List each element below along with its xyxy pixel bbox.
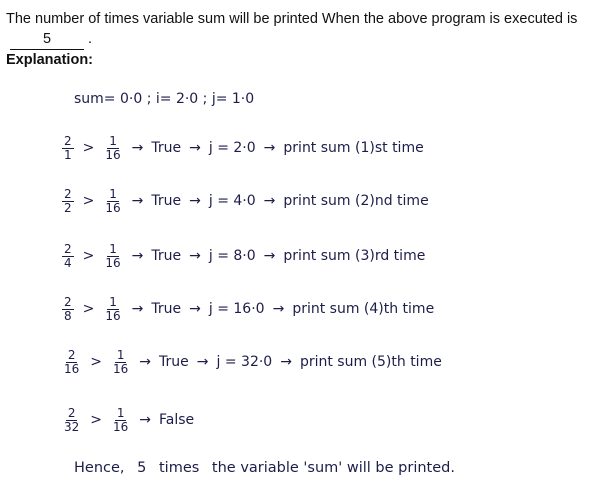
- right-fraction: [103, 188, 122, 215]
- right-fraction: [103, 296, 122, 323]
- conclusion-line: [74, 460, 463, 476]
- right-fraction-numerator: 1: [109, 186, 117, 201]
- arrow: →: [189, 140, 201, 156]
- right-fraction: [103, 243, 122, 270]
- left-fraction-numerator: 2: [64, 186, 72, 201]
- step-row-4: [58, 291, 437, 327]
- step-row-5: [58, 344, 445, 380]
- result-text: False: [159, 412, 195, 428]
- right-fraction-denominator: 16: [105, 147, 121, 162]
- right-fraction-numerator: 1: [109, 133, 117, 148]
- arrow: →: [280, 354, 292, 370]
- result-text: True: [151, 140, 182, 156]
- arrow: →: [272, 301, 285, 317]
- right-fraction-numerator: 1: [109, 241, 117, 256]
- result-text: True: [151, 248, 182, 264]
- right-fraction-numerator: 1: [109, 294, 117, 309]
- right-fraction-denominator: 16: [113, 361, 129, 376]
- left-fraction-denominator: 4: [64, 255, 72, 270]
- print-text: print sum (5)th time: [299, 354, 442, 370]
- arrow: →: [263, 193, 276, 209]
- explanation-label: Explanation:: [6, 52, 94, 68]
- step-row-3: [58, 238, 428, 274]
- print-text: print sum (3)rd time: [283, 248, 426, 264]
- conclusion-word-3: times: [158, 460, 200, 476]
- compare-sign: >: [90, 354, 103, 370]
- compare-sign: >: [90, 412, 103, 428]
- arrow: →: [131, 140, 144, 156]
- assign-text: j = 32·0: [216, 354, 273, 370]
- assign-text: j = 8·0: [208, 248, 256, 264]
- result-text: True: [151, 193, 182, 209]
- right-fraction-denominator: 16: [105, 255, 121, 270]
- arrow: →: [189, 248, 201, 264]
- conclusion-count: 5: [137, 460, 147, 476]
- left-fraction-numerator: 2: [64, 241, 72, 256]
- compare-sign: >: [82, 140, 95, 156]
- left-fraction: [62, 135, 74, 162]
- step-row-1: [58, 130, 427, 166]
- right-fraction-denominator: 16: [105, 200, 121, 215]
- arrow: →: [139, 412, 152, 428]
- conclusion-word-1: Hence,: [74, 460, 125, 476]
- arrow: →: [139, 354, 152, 370]
- question-text: [6, 9, 596, 50]
- arrow: →: [189, 193, 201, 209]
- question-end: .: [88, 31, 93, 47]
- left-fraction-numerator: 2: [64, 294, 72, 309]
- arrow: →: [131, 301, 144, 317]
- left-fraction-denominator: 8: [64, 308, 72, 323]
- step-row-6: [58, 402, 197, 438]
- left-fraction-denominator: 32: [64, 419, 80, 434]
- result-text: True: [159, 354, 189, 370]
- print-text: print sum (2)nd time: [283, 193, 429, 209]
- left-fraction-numerator: 2: [67, 347, 76, 362]
- arrow: →: [196, 354, 209, 370]
- answer-blank: 5: [10, 29, 84, 50]
- right-fraction: [111, 407, 130, 434]
- init-line: sum= 0·0 ; i= 2·0 ; j= 1·0: [74, 91, 255, 107]
- left-fraction: [62, 407, 81, 434]
- left-fraction-denominator: 2: [64, 200, 72, 215]
- arrow: →: [131, 193, 144, 209]
- conclusion-rest: the variable 'sum' will be printed.: [211, 460, 455, 476]
- compare-sign: >: [82, 248, 95, 264]
- right-fraction-denominator: 16: [105, 308, 121, 323]
- left-fraction: [62, 188, 74, 215]
- left-fraction-numerator: 2: [67, 405, 76, 420]
- arrow: →: [263, 248, 276, 264]
- left-fraction-numerator: 2: [64, 133, 72, 148]
- question-body: The number of times variable sum will be printed When the above program is executed is: [6, 11, 578, 27]
- right-fraction: [103, 135, 122, 162]
- assign-text: j = 2·0: [208, 140, 256, 156]
- left-fraction-denominator: 16: [64, 361, 80, 376]
- print-text: print sum (1)st time: [283, 140, 424, 156]
- arrow: →: [131, 248, 144, 264]
- arrow: →: [189, 301, 201, 317]
- step-row-2: [58, 183, 432, 219]
- left-fraction: [62, 349, 81, 376]
- right-fraction: [111, 349, 130, 376]
- print-text: print sum (4)th time: [292, 301, 435, 317]
- result-text: True: [151, 301, 182, 317]
- assign-text: j = 4·0: [208, 193, 256, 209]
- left-fraction: [62, 243, 74, 270]
- right-fraction-numerator: 1: [116, 347, 125, 362]
- right-fraction-numerator: 1: [116, 405, 125, 420]
- assign-text: j = 16·0: [208, 301, 265, 317]
- left-fraction: [62, 296, 74, 323]
- compare-sign: >: [82, 301, 95, 317]
- compare-sign: >: [82, 193, 95, 209]
- left-fraction-denominator: 1: [64, 147, 72, 162]
- right-fraction-denominator: 16: [113, 419, 129, 434]
- arrow: →: [263, 140, 276, 156]
